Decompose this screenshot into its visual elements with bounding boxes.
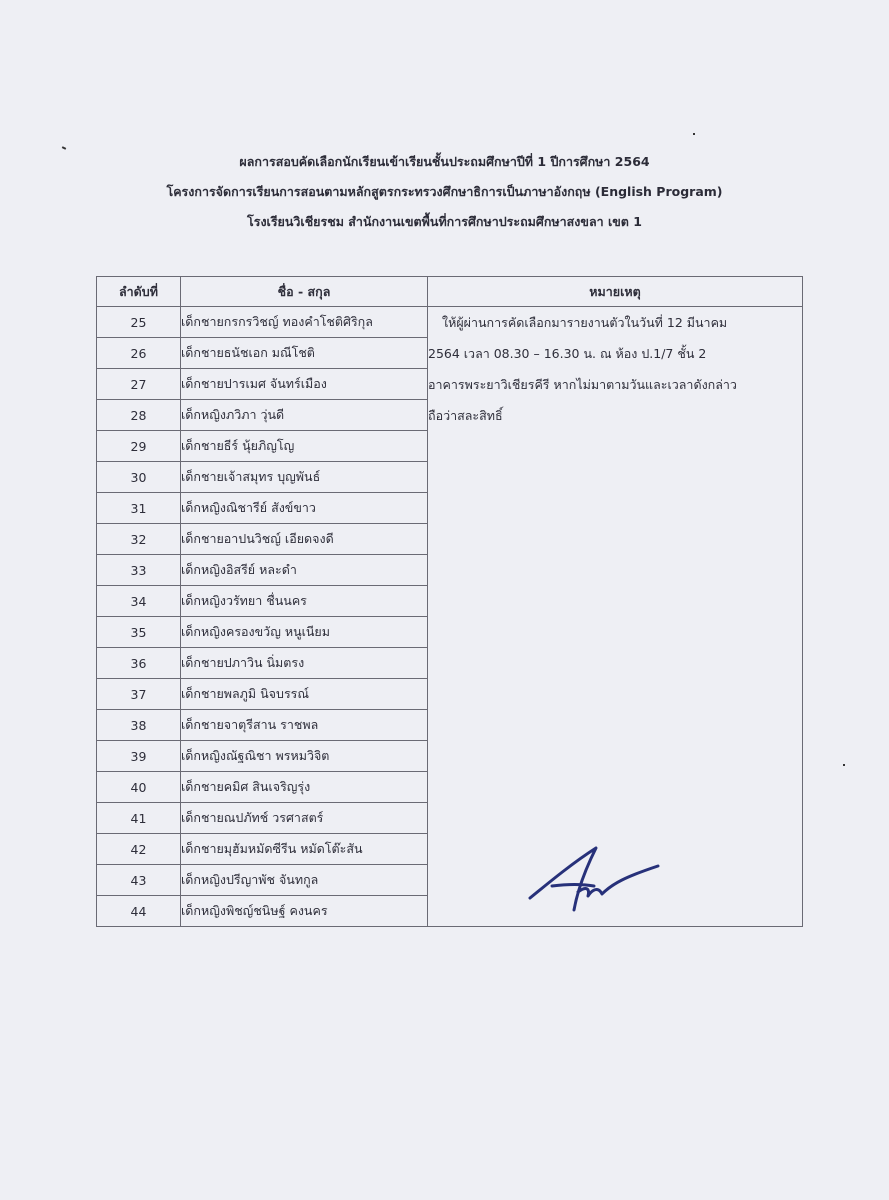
row-number: 44: [97, 896, 181, 927]
student-name: เด็กชายธนัชเอก มณีโชติ: [181, 338, 428, 369]
row-number: 42: [97, 834, 181, 865]
title-line-2: โครงการจัดการเรียนการสอนตามหลักสูตรกระทรวงศึกษาธิการเป็นภาษาอังกฤษ (English Program): [166, 184, 723, 199]
row-number: 38: [97, 710, 181, 741]
table-header-row: [97, 277, 803, 307]
row-number: 35: [97, 617, 181, 648]
row-number: 28: [97, 400, 181, 431]
student-name: เด็กชายเจ้าสมุทร บุญพันธ์: [181, 462, 428, 493]
student-name: เด็กหญิงอิสรีย์ หละดำ: [181, 555, 428, 586]
column-header-name: ชื่อ - สกุล: [181, 277, 428, 307]
row-number: 25: [97, 307, 181, 338]
row-number: 34: [97, 586, 181, 617]
row-number: 39: [97, 741, 181, 772]
table-row: [97, 307, 803, 338]
signature: [522, 840, 672, 920]
document-header: [0, 147, 889, 237]
row-number: 43: [97, 865, 181, 896]
row-number: 36: [97, 648, 181, 679]
results-table: [96, 276, 803, 927]
student-name: เด็กชายอาปนวิชญ์ เอียดจงดี: [181, 524, 428, 555]
student-name: เด็กชายธีร์ นุ้ยภิญโญ: [181, 431, 428, 462]
title-line-3: โรงเรียนวิเชียรชม สำนักงานเขตพื้นที่การศึกษาประถมศึกษาสงขลา เขต 1: [247, 214, 642, 229]
row-number: 33: [97, 555, 181, 586]
title-line-1: ผลการสอบคัดเลือกนักเรียนเข้าเรียนชั้นประถมศึกษาปีที่ 1 ปีการศึกษา 2564: [239, 154, 650, 169]
row-number: 31: [97, 493, 181, 524]
student-name: เด็กหญิงปรีญาพัช จันทกูล: [181, 865, 428, 896]
row-number: 27: [97, 369, 181, 400]
student-name: เด็กหญิงณิชารีย์ สังข์ขาว: [181, 493, 428, 524]
student-name: เด็กชายปารเมศ จันทร์เมือง: [181, 369, 428, 400]
row-number: 29: [97, 431, 181, 462]
remark-line: 2564 เวลา 08.30 – 16.30 น. ณ ห้อง ป.1/7 ชั้น 2: [428, 346, 707, 361]
student-name: เด็กชายมุฮัมหมัดซีรีน หมัดโต๊ะสัน: [181, 834, 428, 865]
student-name: เด็กหญิงวรัทยา ชื่นนคร: [181, 586, 428, 617]
row-number: 30: [97, 462, 181, 493]
student-name: เด็กชายณปภัทช์ วรศาสตร์: [181, 803, 428, 834]
row-number: 37: [97, 679, 181, 710]
paper-speck: [693, 133, 695, 135]
student-name: เด็กหญิงภวิภา วุ่นดี: [181, 400, 428, 431]
row-number: 40: [97, 772, 181, 803]
student-name: เด็กชายกรกรวิชญ์ ทองคำโชติศิริกุล: [181, 307, 428, 338]
remark-line: ถือว่าสละสิทธิ์: [428, 408, 503, 423]
remark-line: ให้ผู้ผ่านการคัดเลือกมารายงานตัวในวันที่ 12 มีนาคม: [442, 315, 728, 330]
row-number: 32: [97, 524, 181, 555]
student-name: เด็กชายจาตุรีสาน ราชพล: [181, 710, 428, 741]
student-name: เด็กหญิงพิชญ์ชนิษฐ์ คงนคร: [181, 896, 428, 927]
student-name: เด็กหญิงครองขวัญ หนูเนียม: [181, 617, 428, 648]
student-name: เด็กชายคมิศ สินเจริญรุ่ง: [181, 772, 428, 803]
student-name: เด็กชายปภาวิน นิ่มตรง: [181, 648, 428, 679]
row-number: 26: [97, 338, 181, 369]
student-name: เด็กหญิงณัฐณิชา พรหมวิจิต: [181, 741, 428, 772]
remarks-cell: [428, 307, 803, 927]
column-header-remarks: หมายเหตุ: [428, 277, 803, 307]
paper-speck: [843, 764, 845, 766]
student-name: เด็กชายพลภูมิ นิจบรรณ์: [181, 679, 428, 710]
column-header-number: ลำดับที่: [97, 277, 181, 307]
remark-line: อาคารพระยาวิเชียรคีรี หากไม่มาตามวันและเวลาดังกล่าว: [428, 377, 737, 392]
row-number: 41: [97, 803, 181, 834]
